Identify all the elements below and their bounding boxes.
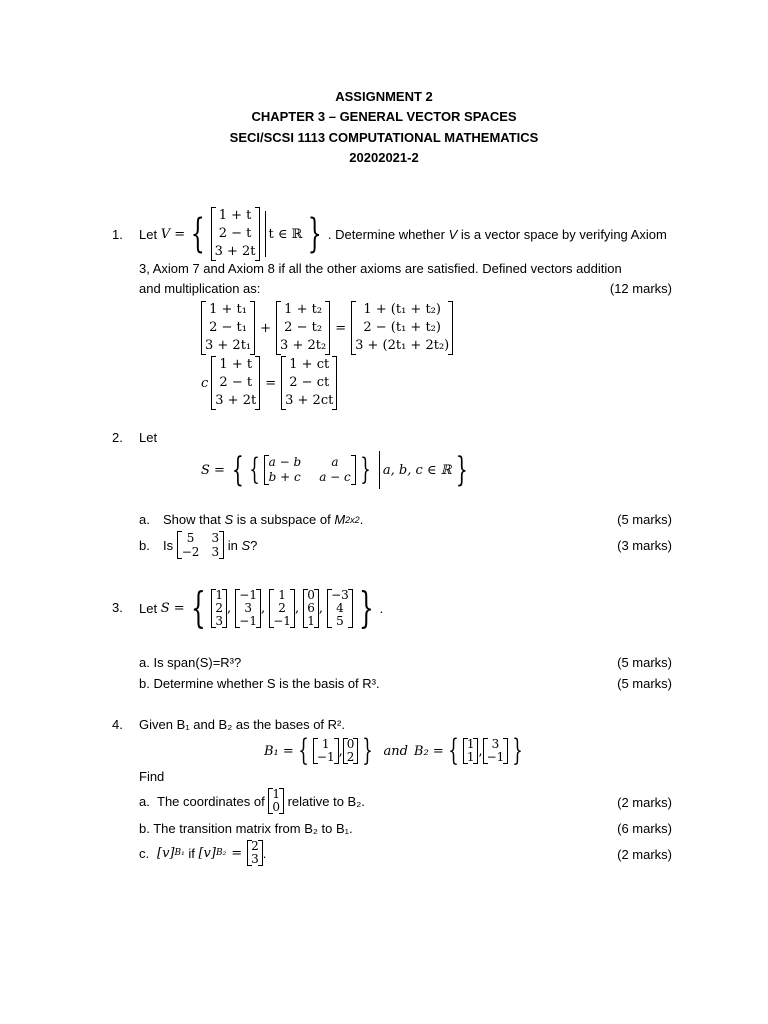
q2-part-b-marks: (3 marks) <box>617 538 672 553</box>
q4-bases: B₁ = { 1 −1 , 0 2 } and B₂ = { 1 1 , 3 −1 } <box>264 733 524 768</box>
q3-vector-4: 0 6 1 <box>303 589 319 628</box>
q4-b2-vector-1: 1 1 <box>463 738 479 764</box>
q3-part-b: b. Determine whether S is the basis of R³. <box>139 676 380 691</box>
q1-scalar-definition: c 1 + t 2 − t 3 + 2t = 1 + ct 2 − ct 3 + 2ct <box>201 356 337 410</box>
question-4-number: 4. <box>112 717 123 732</box>
q2-set-definition: S = { { a − b a b + c a − c } a, b, c ∈ ℝ } <box>201 450 469 490</box>
q4-part-a: a. The coordinates of 1 0 relative to B₂. <box>139 787 365 814</box>
q4-part-b-marks: (6 marks) <box>617 821 672 836</box>
q2-matrix: a − b a b + c a − c <box>264 455 356 485</box>
q1-let: Let <box>139 226 158 242</box>
q3-set-definition: Let S = { 1 2 3 , −1 3 −1 , 1 2 −1 , 0 6 1 , −3 4 5 } . <box>139 583 384 632</box>
q3-part-b-marks: (5 marks) <box>617 676 672 691</box>
q3-vector-1: 1 2 3 <box>211 589 227 628</box>
q1-vector-v: 1 + t 2 − t 3 + 2t <box>211 207 260 261</box>
question-1-statement: Let V = { 1 + t 2 − t 3 + 2t t ∈ ℝ } . Determine whether V is a vector space by verifying Axiom <box>139 208 667 259</box>
course-title: SECI/SCSI 1113 COMPUTATIONAL MATHEMATICS <box>229 130 539 145</box>
q3-vector-2: −1 3 −1 <box>235 589 261 628</box>
q1-line2: 3, Axiom 7 and Axiom 8 if all the other axioms are satisfied. Defined vectors addition <box>139 261 622 276</box>
q4-part-c-marks: (2 marks) <box>617 847 672 862</box>
q2-let: Let <box>139 430 158 445</box>
q2-part-b: b. Is 5 3 −2 3 in S ? <box>139 531 258 559</box>
q1-line3: and multiplication as: <box>139 281 261 296</box>
chapter-title: CHAPTER 3 – GENERAL VECTOR SPACES <box>251 109 517 124</box>
assignment-title: ASSIGNMENT 2 <box>335 89 433 104</box>
q1-addition-definition: 1 + t₁ 2 − t₁ 3 + 2t₁ + 1 + t₂ 2 − t₂ 3 + 2t₂ = 1 + (t₁ + t₂) 2 − (t₁ + t₂) 3 + (2t₁ + 2t₂) <box>201 301 453 355</box>
q2-part-a: a. Show that S is a subspace of M 2x2 . <box>139 512 364 527</box>
q4-b1-vector-2: 0 2 <box>343 738 359 764</box>
question-3-number: 3. <box>112 600 123 615</box>
q4-part-c: c. [v] B₁ if [v] B₂ = 2 3 . <box>139 839 267 866</box>
question-1-number: 1. <box>112 227 123 242</box>
q4-b2-vector-2: 3 −1 <box>483 738 509 764</box>
q4-intro: Given B₁ and B₂ as the bases of R². <box>139 717 345 732</box>
q4-part-a-marks: (2 marks) <box>617 795 672 810</box>
q3-part-a: a. Is span(S)=R³? <box>139 655 242 670</box>
q3-vector-5: −3 4 5 <box>327 589 353 628</box>
q3-part-a-marks: (5 marks) <box>617 655 672 670</box>
q2-part-a-marks: (5 marks) <box>617 512 672 527</box>
q4-b1-vector-1: 1 −1 <box>313 738 339 764</box>
question-2-number: 2. <box>112 430 123 445</box>
session-code: 20202021-2 <box>349 150 419 165</box>
q4-part-b: b. The transition matrix from B₂ to B₁. <box>139 821 353 836</box>
q1-marks: (12 marks) <box>609 281 672 296</box>
q4-find: Find <box>139 769 165 784</box>
q3-vector-3: 1 2 −1 <box>269 589 295 628</box>
